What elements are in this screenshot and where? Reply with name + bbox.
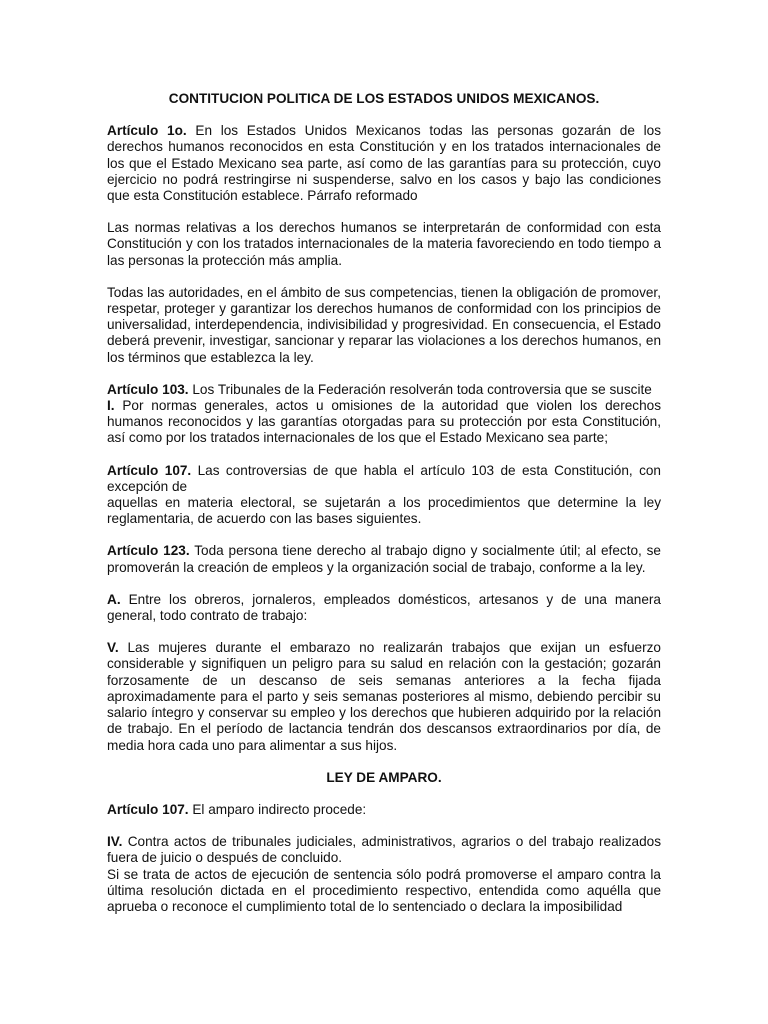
fraction-v-text: Las mujeres durante el embarazo no realizarán trabajos que exijan un esfuerzo considerable y signifiquen un peligro para su salud en relación con la gestación; gozarán forzosamente de un descanso de seis semanas anteriores a la fecha fijada aproximadamente para el parto y seis semanas posteriores al mismo, debiendo percibir su salario íntegro y conservar su empleo y los derechos que hubieren adquirido por la relación de trabajo. En el período de lactancia tendrán dos descansos extraordinarios por día, de media hora cada uno para alimentar a sus hijos. (107, 640, 661, 753)
fraction-iv-label: IV. (107, 834, 123, 850)
amparo-article-107-text: El amparo indirecto procede: (188, 801, 367, 817)
article-103-label: Artículo 103. (107, 381, 189, 397)
article-107-continuation: aquellas en materia electoral, se sujetarán a los procedimientos que determine la ley reglamentaria, de acuerdo con las bases siguientes. (107, 495, 661, 527)
fraction-v-label: V. (107, 640, 119, 656)
article-107-text-1: Las controversias de que habla el artículo 103 de esta Constitución, con excepción de (107, 462, 661, 494)
apartado-a-paragraph (107, 592, 661, 624)
autoridades-paragraph: Todas las autoridades, en el ámbito de sus competencias, tienen la obligación de promover, respetar, proteger y garantizar los derechos humanos de conformidad con los principios de universalidad, interdependencia, indivisibilidad y progresividad. En consecuencia, el Estado deberá prevenir, investigar, sancionar y reparar las violaciones a los derechos humanos, en los términos que establezca la ley. (107, 284, 661, 365)
fraction-v-paragraph (107, 640, 661, 753)
article-107-label: Artículo 107. (107, 462, 192, 478)
normas-paragraph: Las normas relativas a los derechos humanos se interpretarán de conformidad con esta Constitución y con los tratados internacionales de la materia favoreciendo en todo tiempo a las personas la protección más amplia. (107, 220, 661, 268)
page-title: CONTITUCION POLITICA DE LOS ESTADOS UNIDOS MEXICANOS. (168, 91, 600, 106)
fraction-i-text: Por normas generales, actos u omisiones de la autoridad que violen los derechos humanos reconocidos y las garantías otorgadas para su protección por esta Constitución, así como por los tratados internacionales de los que el Estado Mexicano sea parte; (107, 398, 661, 446)
apartado-a-label: A. (107, 591, 121, 607)
apartado-a-text: Entre los obreros, jornaleros, empleados domésticos, artesanos y de una manera general, todo contrato de trabajo: (107, 591, 661, 624)
amparo-article-107-label: Artículo 107. (107, 801, 189, 817)
fraction-i-label: I. (107, 398, 115, 414)
article-1-paragraph (107, 123, 661, 204)
article-1-label: Artículo 1o. (107, 123, 187, 139)
document-page (107, 91, 661, 915)
article-123-text: Toda persona tiene derecho al trabajo digno y socialmente útil; al efecto, se promoverán la creación de empleos y la organización social de trabajo, conforme a la ley. (107, 543, 661, 575)
article-123-paragraph (107, 543, 661, 575)
article-1-text: En los Estados Unidos Mexicanos todas las personas gozarán de los derechos humanos reconocidos en esta Constitución y en los tratados internacionales de los que el Estado Mexicano sea parte, así como de las garantías para su protección, cuyo ejercicio no podrá restringirse ni suspenderse, salvo en los casos y bajo las condiciones que esta Constitución establece. Párrafo reformado (107, 123, 661, 204)
article-107-paragraph (107, 463, 661, 495)
amparo-article-107-paragraph (107, 802, 661, 818)
fraction-iv-paragraph (107, 834, 661, 866)
article-103-fraction-i (107, 398, 661, 447)
article-103-paragraph (107, 382, 661, 398)
fraction-iv-text: Contra actos de tribunales judiciales, administrativos, agrarios o del trabajo realizados fuera de juicio o después de concluido. (107, 834, 661, 866)
section-title-ley-de-amparo: LEY DE AMPARO. (326, 769, 442, 785)
fraction-iv-continuation: Si se trata de actos de ejecución de sentencia sólo podrá promoverse el amparo contra la última resolución dictada en el procedimiento respectivo, entendida como aquélla que aprueba o reconoce el cumplimiento total de lo sentenciado o declara la imposibilidad (107, 866, 661, 914)
article-123-label: Artículo 123. (107, 543, 190, 559)
article-103-text: Los Tribunales de la Federación resolverán toda controversia que se suscite (188, 381, 652, 397)
